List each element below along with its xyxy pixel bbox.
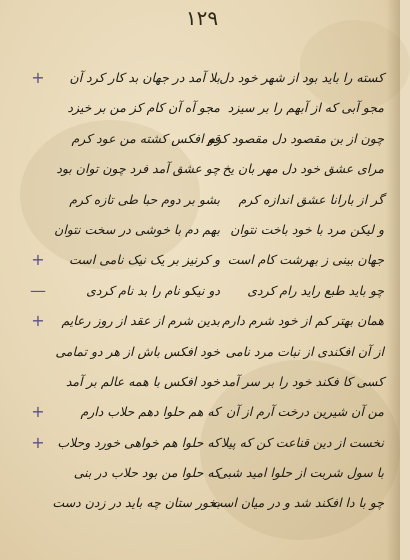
verse-line: کسته را باید بود از شهر خود دل [219,70,384,85]
margin-mark: + [31,311,45,331]
margin-mark: — [30,280,46,300]
folio-number: ۱۲۹ [185,6,219,30]
verse-line: قو افکس کشته من عود کرم [71,130,220,146]
verse-line: مجو آبی که از آبهم را بر سیزد [227,100,384,116]
verse-line: از آن افکندی از نبات مرد نامی [225,343,384,359]
verse-line: گر از بارانا عشق اندازه کرم [238,191,384,207]
verse-line: و لیکن مرد با خود باخت نتوان [230,221,384,237]
margin-mark [20,94,56,122]
margin-marks-column [20,64,56,520]
page-edge-shadow [386,0,400,560]
verse-line: با سول شربت از حلوا امید شبی [217,465,384,481]
left-verse-column [52,64,220,520]
verse-line: جهان بینی ز بهرشت کام است [227,252,384,268]
margin-mark [20,186,56,214]
verse-line: خود افکس باش از هر دو تمامی [55,343,220,359]
verse-line: که حلوا من بود حلاب در بنی [73,465,220,481]
margin-mark [20,216,56,244]
verse-line: چو عشق آمد فرد چون توان بود [56,161,220,177]
margin-mark: + [31,402,45,422]
margin-mark [20,368,56,396]
right-verse-column [207,64,384,520]
verse-line: کسی کا فکند خود را بر سر آمد [221,373,384,389]
verse-line: مجو آه آن کام کز من بر خیزد [67,100,220,116]
margin-mark [20,155,56,183]
verse-line: دو نیکو نام را بد نام کردی [86,282,220,298]
verse-line: بلا آمد در جهان بد کار کرد آن [69,70,220,85]
verse-line: بخور ستان چه باید در زدن دست [52,495,220,511]
verse-line: من آن شیرین درخت آرم از آن [226,404,384,420]
verse-line: چو با دا افکند شد و در میان است [210,495,384,511]
margin-mark: + [31,432,45,452]
verse-line: چون از بن مقصود دل مقصود کرم [207,130,384,146]
verse-line: مرای عشق خود دل مهر بان یخ [222,161,384,177]
verse-line: خود افکس با همه عالم بر آمد [65,373,220,389]
verse-line: نخست از دین قناعت کن که پیلا [220,434,384,450]
verse-line: بهم دم با خوشی در سخت نتوان [54,221,220,237]
margin-mark: + [31,250,45,270]
verse-line: همان بهتر کم از خود شرم دارم [221,313,384,329]
verse-line: بشو بر دوم حبا طی تازه کرم [69,191,220,207]
margin-mark [20,459,56,487]
margin-mark [20,125,56,153]
verse-line: که حلوا هم خواهی خورد وحلاب [57,434,220,450]
verse-line: چو باید طبع راید رام کردی [247,282,384,298]
verse-line: و کرنیز بر یک نیک نامی است [69,252,220,268]
margin-mark [20,489,56,517]
verse-line: که هم حلوا دهم حلاب دارم [80,404,220,420]
margin-mark [20,338,56,366]
verse-line: بدین شرم از عقد از روز رعایم [61,313,220,329]
margin-mark: + [31,68,45,87]
